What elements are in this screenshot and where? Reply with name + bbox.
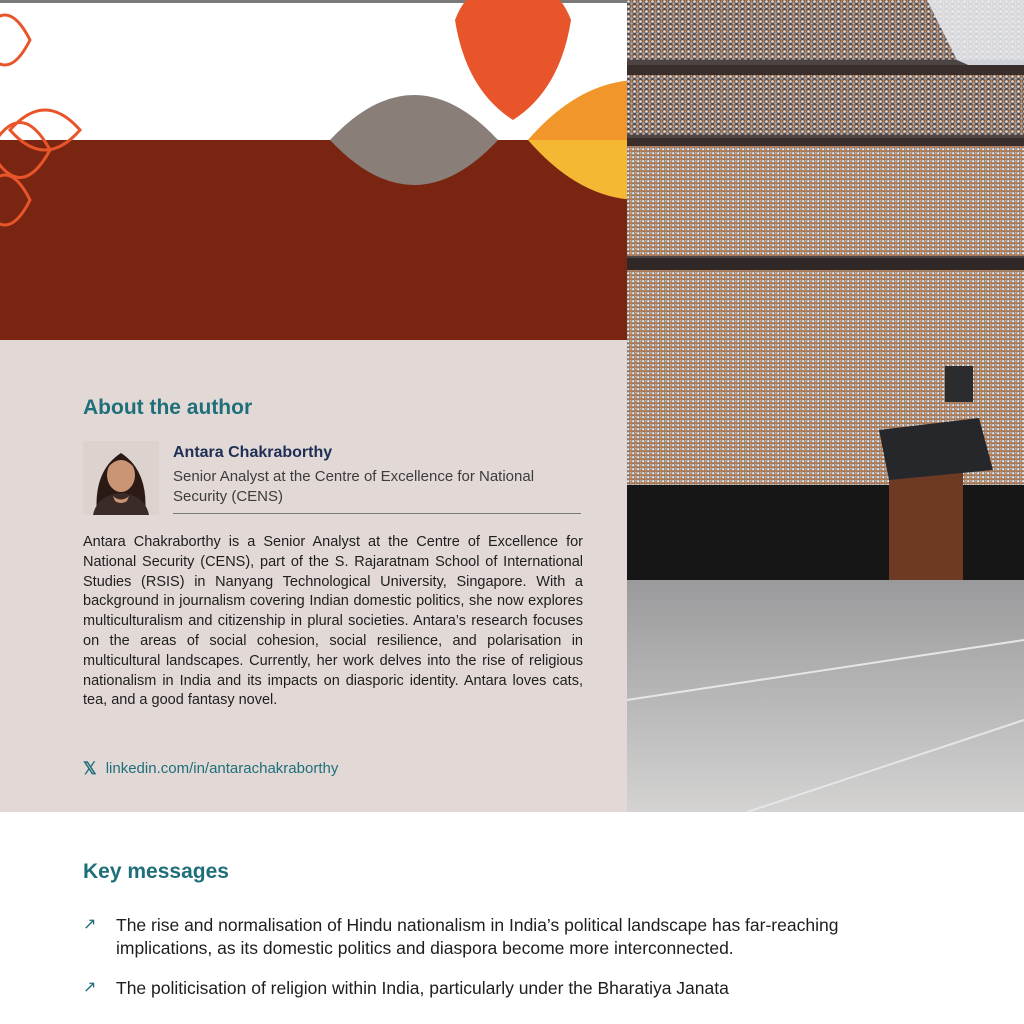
divider	[173, 513, 581, 514]
list-item: ↗ The rise and normalisation of Hindu nationalism in India’s political landscape has far-reaching implications, as its domestic politics and diaspora become more interconnected.	[83, 915, 839, 958]
author-photo	[83, 441, 159, 515]
stadium-photo	[627, 0, 1024, 812]
social-link-row	[83, 760, 338, 777]
linkedin-link[interactable]: linkedin.com/in/antarachakraborthy	[105, 760, 339, 777]
list-item: ↗ The politicisation of religion within India, particularly under the Bharatiya Janata	[83, 978, 729, 998]
arrow-up-right-icon: ↗	[83, 979, 97, 996]
author-bio: Antara Chakraborthy is a Senior Analyst at the Centre of Excellence for National Security (CENS), part of the S. Rajaratnam School of International Studies (RSIS) in Nanyang Technological University, Singapore. With a background in journalism covering Indian domestic politics, she now explores multiculturalism and citizenship in plural societies. Antara’s research focuses on the areas of social cohesion, social resilience, and polarisation in multicultural landscapes. Currently, her work delves into the rise of religious nationalism in India and its impacts on diasporic identity. Antara loves cats, tea, and a good fantasy novel.	[83, 534, 583, 709]
decorative-shapes	[0, 0, 627, 340]
arrow-up-right-icon: ↗	[83, 916, 97, 933]
key-messages-list	[83, 914, 913, 1018]
author-role: Senior Analyst at the Centre of Excellence for National Security (CENS)	[173, 468, 535, 505]
about-author-heading: About the author	[83, 396, 253, 419]
author-name: Antara Chakraborthy	[173, 444, 333, 461]
key-messages-heading: Key messages	[83, 860, 229, 883]
x-icon: 𝕏	[83, 759, 97, 778]
